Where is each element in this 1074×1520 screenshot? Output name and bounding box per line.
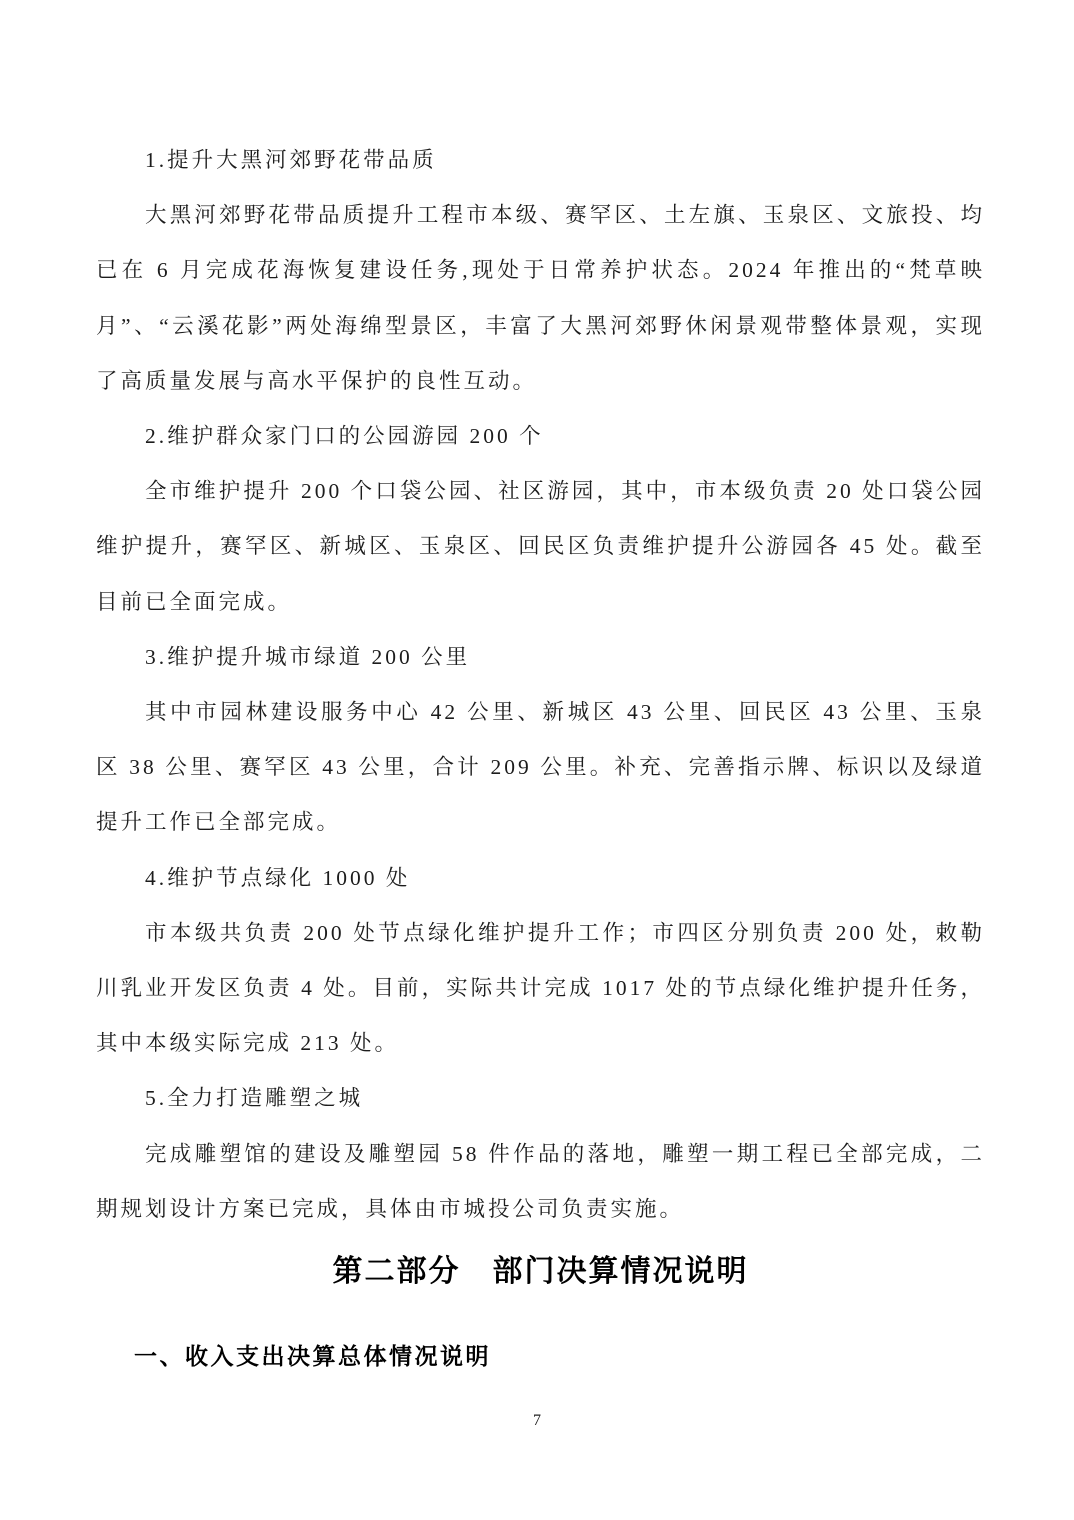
part-heading: 第二部分 部门决算情况说明 <box>332 1255 749 1289</box>
item-title-5: 5.全力打造雕塑之城 <box>145 1086 364 1111</box>
paragraph-4: 市本级共负责 200 处节点绿化维护提升工作；市四区分别负责 200 处，敕勒川乳业开发区负责 4 处。目前，实际共计完成 1017 处的节点绿化维护提升任务，其中本级实际完成 213 处。 <box>96 920 985 1056</box>
paragraph-2: 全市维护提升 200 个口袋公园、社区游园，其中，市本级负责 20 处口袋公园维护提升，赛罕区、新城区、玉泉区、回民区负责维护提升公游园各 45 处。截至目前已全面完成。 <box>96 479 985 614</box>
paragraph-5: 完成雕塑馆的建设及雕塑园 58 件作品的落地，雕塑一期工程已全部完成，二期规划设计方案已完成，具体由市城投公司负责实施。 <box>96 1141 985 1221</box>
item-title-3: 3.维护提升城市绿道 200 公里 <box>145 644 471 669</box>
paragraph-1: 大黑河郊野花带品质提升工程市本级、赛罕区、土左旗、玉泉区、文旅投、均已在 6 月完成花海恢复建设任务,现处于日常养护状态。2024 年推出的“梵草映月”、“云溪花影”两处海绵型景区，丰富了大黑河郊野休闲景观带整体景观，实现了高质量发展与高水平保护的良性互动。 <box>96 203 985 393</box>
paragraph-3: 其中市园林建设服务中心 42 公里、新城区 43 公里、回民区 43 公里、玉泉区 38 公里、赛罕区 43 公里，合计 209 公里。补充、完善指示牌、标识以及绿道提升工作已全部完成。 <box>96 700 985 835</box>
item-title-1: 1.提升大黑河郊野花带品质 <box>145 148 437 172</box>
item-title-2: 2.维护群众家门口的公园游园 200 个 <box>145 424 544 449</box>
item-title-4: 4.维护节点绿化 1000 处 <box>145 865 411 890</box>
section-heading: 一、收入支出决算总体情况说明 <box>134 1343 491 1370</box>
page-number: 7 <box>533 1412 541 1429</box>
